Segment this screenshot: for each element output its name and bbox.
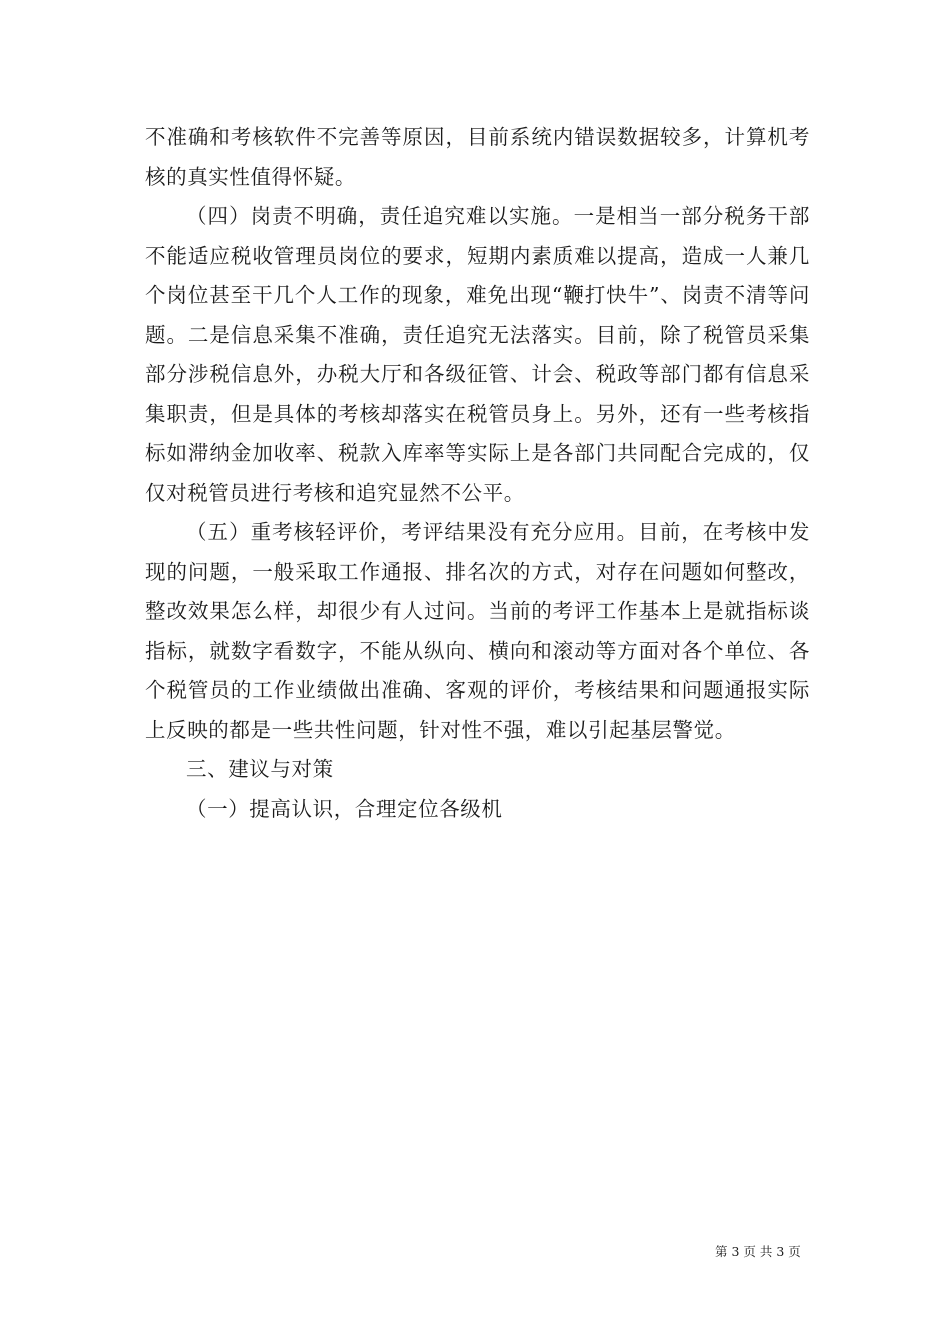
paragraph-section-four: （四）岗责不明确，责任追究难以实施。一是相当一部分税务干部不能适应税收管理员岗位的要求，短期内素质难以提高，造成一人兼几个岗位甚至干几个人工作的现象，难免出现“鞭打快牛”、岗责不清等问题。二是信息采集不准确，责任追究无法落实。目前，除了税管员采集部分涉税信息外，办税大厅和各级征管、计会、税政等部门都有信息采集职责，但是具体的考核却落实在税管员身上。另外，还有一些考核指标如滞纳金加收率、税款入库率等实际上是各部门共同配合完成的，仅仅对税管员进行考核和追究显然不公平。: [145, 204, 810, 505]
page-number: 第 3 页 共 3 页: [715, 1244, 801, 1259]
paragraph-subsection-one: （一）提高认识，合理定位各级机: [186, 796, 503, 821]
paragraph-continuation: 不准确和考核软件不完善等原因，目前系统内错误数据较多，计算机考核的真实性值得怀疑。: [145, 125, 810, 189]
heading-suggestions: 三、建议与对策: [186, 757, 334, 781]
paragraph-section-five: （五）重考核轻评价，考评结果没有充分应用。目前，在考核中发现的问题，一般采取工作通报、排名次的方式，对存在问题如何整改，整改效果怎么样，却很少有人过问。当前的考评工作基本上是就指标谈指标，就数字看数字，不能从纵向、横向和滚动等方面对各个单位、各个税管员的工作业绩做出准确、客观的评价，考核结果和问题通报实际上反映的都是一些共性问题，针对性不强，难以引起基层警觉。: [145, 520, 810, 742]
document-body: [145, 118, 810, 829]
